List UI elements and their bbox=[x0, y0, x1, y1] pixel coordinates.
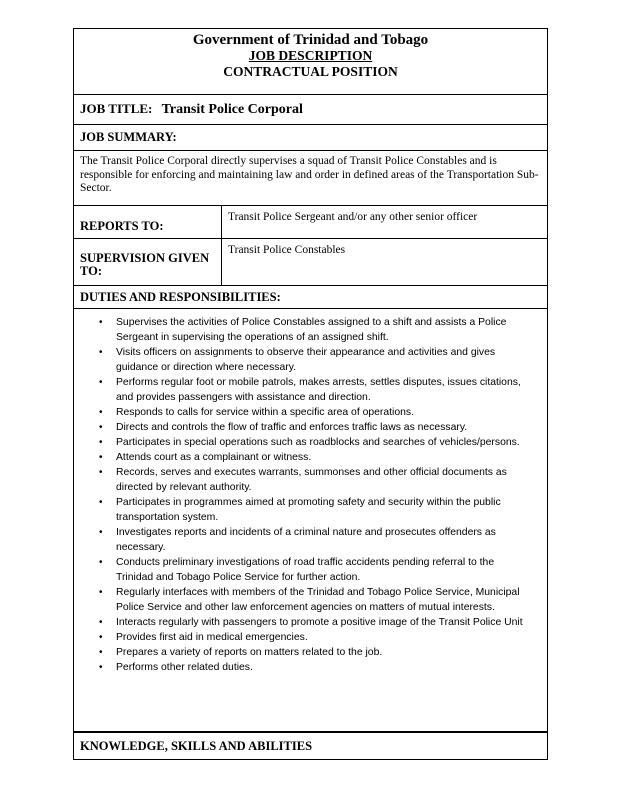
duty-item-text: Participates in programmes aimed at promoting safety and security within the public transportation system. bbox=[116, 497, 501, 523]
bullet-icon: • bbox=[99, 662, 103, 673]
job-description-document bbox=[73, 28, 548, 760]
government-title: Government of Trinidad and Tobago bbox=[192, 32, 429, 48]
bullet-icon: • bbox=[99, 452, 103, 463]
duty-item bbox=[99, 375, 547, 405]
supervision-given-row bbox=[74, 239, 547, 286]
bullet-icon: • bbox=[99, 557, 103, 568]
duties-list bbox=[74, 315, 547, 675]
supervision-given-value: Transit Police Constables bbox=[228, 244, 346, 256]
bullet-icon: • bbox=[99, 647, 103, 658]
bullet-icon: • bbox=[99, 617, 103, 628]
duty-item-text: Records, serves and executes warrants, summonses and other official documents as directed by relevant authority. bbox=[116, 467, 507, 493]
job-title-label: JOB TITLE: bbox=[80, 101, 153, 116]
job-title-row bbox=[74, 95, 547, 125]
duty-item-text: Attends court as a complainant or witness. bbox=[116, 452, 312, 463]
duties-label-row bbox=[74, 286, 547, 309]
duty-item-text: Provides first aid in medical emergencies. bbox=[116, 632, 308, 643]
bullet-icon: • bbox=[99, 347, 103, 358]
duty-item-text: Performs regular foot or mobile patrols, makes arrests, settles disputes, issues citations, and provides passengers with assistance and direction. bbox=[116, 377, 521, 403]
ksa-label-row bbox=[74, 732, 547, 759]
duty-item bbox=[99, 345, 547, 375]
duty-item bbox=[99, 405, 547, 420]
duty-item-text: Conducts preliminary investigations of road traffic accidents pending referral to the Trinidad and Tobago Police Service for further action. bbox=[116, 557, 495, 583]
duty-item-text: Prepares a variety of reports on matters related to the job. bbox=[116, 647, 383, 658]
duty-item bbox=[99, 420, 547, 435]
ksa-label: KNOWLEDGE, SKILLS AND ABILITIES bbox=[80, 739, 313, 753]
duty-item bbox=[99, 555, 547, 585]
duty-item bbox=[99, 525, 547, 555]
duty-item bbox=[99, 630, 547, 645]
supervision-given-label: SUPERVISION GIVEN TO: bbox=[74, 239, 222, 285]
duty-item-text: Interacts regularly with passengers to promote a positive image of the Transit Police Unit bbox=[116, 617, 523, 628]
duty-item bbox=[99, 645, 547, 660]
bullet-icon: • bbox=[99, 422, 103, 433]
duty-item bbox=[99, 435, 547, 450]
job-summary-text: The Transit Police Corporal directly supervises a squad of Transit Police Constables and is responsible for enforcing and maintaining law and order in defined areas of the Transportation Sub-Sector. bbox=[74, 151, 547, 206]
duty-item bbox=[99, 495, 547, 525]
job-description-heading: JOB DESCRIPTION bbox=[248, 48, 373, 63]
job-summary-label: JOB SUMMARY: bbox=[80, 130, 177, 144]
duty-item bbox=[99, 660, 547, 675]
bullet-icon: • bbox=[99, 377, 103, 388]
reports-to-label: REPORTS TO: bbox=[74, 206, 222, 238]
reports-to-row bbox=[74, 206, 547, 239]
duty-item-text: Responds to calls for service within a specific area of operations. bbox=[116, 407, 415, 418]
duty-item-text: Participates in special operations such as roadblocks and searches of vehicles/persons. bbox=[116, 437, 520, 448]
bullet-icon: • bbox=[99, 467, 103, 478]
reports-to-value: Transit Police Sergeant and/or any other senior officer bbox=[228, 211, 478, 223]
bullet-icon: • bbox=[99, 407, 103, 418]
duty-item bbox=[99, 450, 547, 465]
bullet-icon: • bbox=[99, 527, 103, 538]
position-type-heading: CONTRACTUAL POSITION bbox=[223, 64, 398, 79]
job-title-value: Transit Police Corporal bbox=[161, 102, 303, 117]
bullet-icon: • bbox=[99, 437, 103, 448]
duty-item-text: Directs and controls the flow of traffic and enforces traffic laws as necessary. bbox=[116, 422, 468, 433]
document-header bbox=[74, 29, 547, 95]
duty-item bbox=[99, 615, 547, 630]
duty-item-text: Supervises the activities of Police Constables assigned to a shift and assists a Police Sergeant in supervising the operations of an assigned shift. bbox=[116, 317, 507, 343]
duties-label: DUTIES AND RESPONSIBILITIES: bbox=[80, 290, 281, 304]
duty-item-text: Performs other related duties. bbox=[116, 662, 253, 673]
duty-item bbox=[99, 315, 547, 345]
duty-item-text: Regularly interfaces with members of the Trinidad and Tobago Police Service, Municipal Police Service and other law enforcement agencies on matters of mutual interests. bbox=[116, 587, 520, 613]
bullet-icon: • bbox=[99, 632, 103, 643]
bullet-icon: • bbox=[99, 317, 103, 328]
duty-item bbox=[99, 465, 547, 495]
bullet-icon: • bbox=[99, 587, 103, 598]
duty-item bbox=[99, 585, 547, 615]
duties-list-section bbox=[74, 309, 547, 732]
bullet-icon: • bbox=[99, 497, 103, 508]
duty-item-text: Visits officers on assignments to observe their appearance and activities and gives guidance or direction where necessary. bbox=[116, 347, 496, 373]
duty-item-text: Investigates reports and incidents of a criminal nature and prosecutes offenders as necessary. bbox=[116, 527, 496, 553]
job-summary-label-row bbox=[74, 125, 547, 151]
